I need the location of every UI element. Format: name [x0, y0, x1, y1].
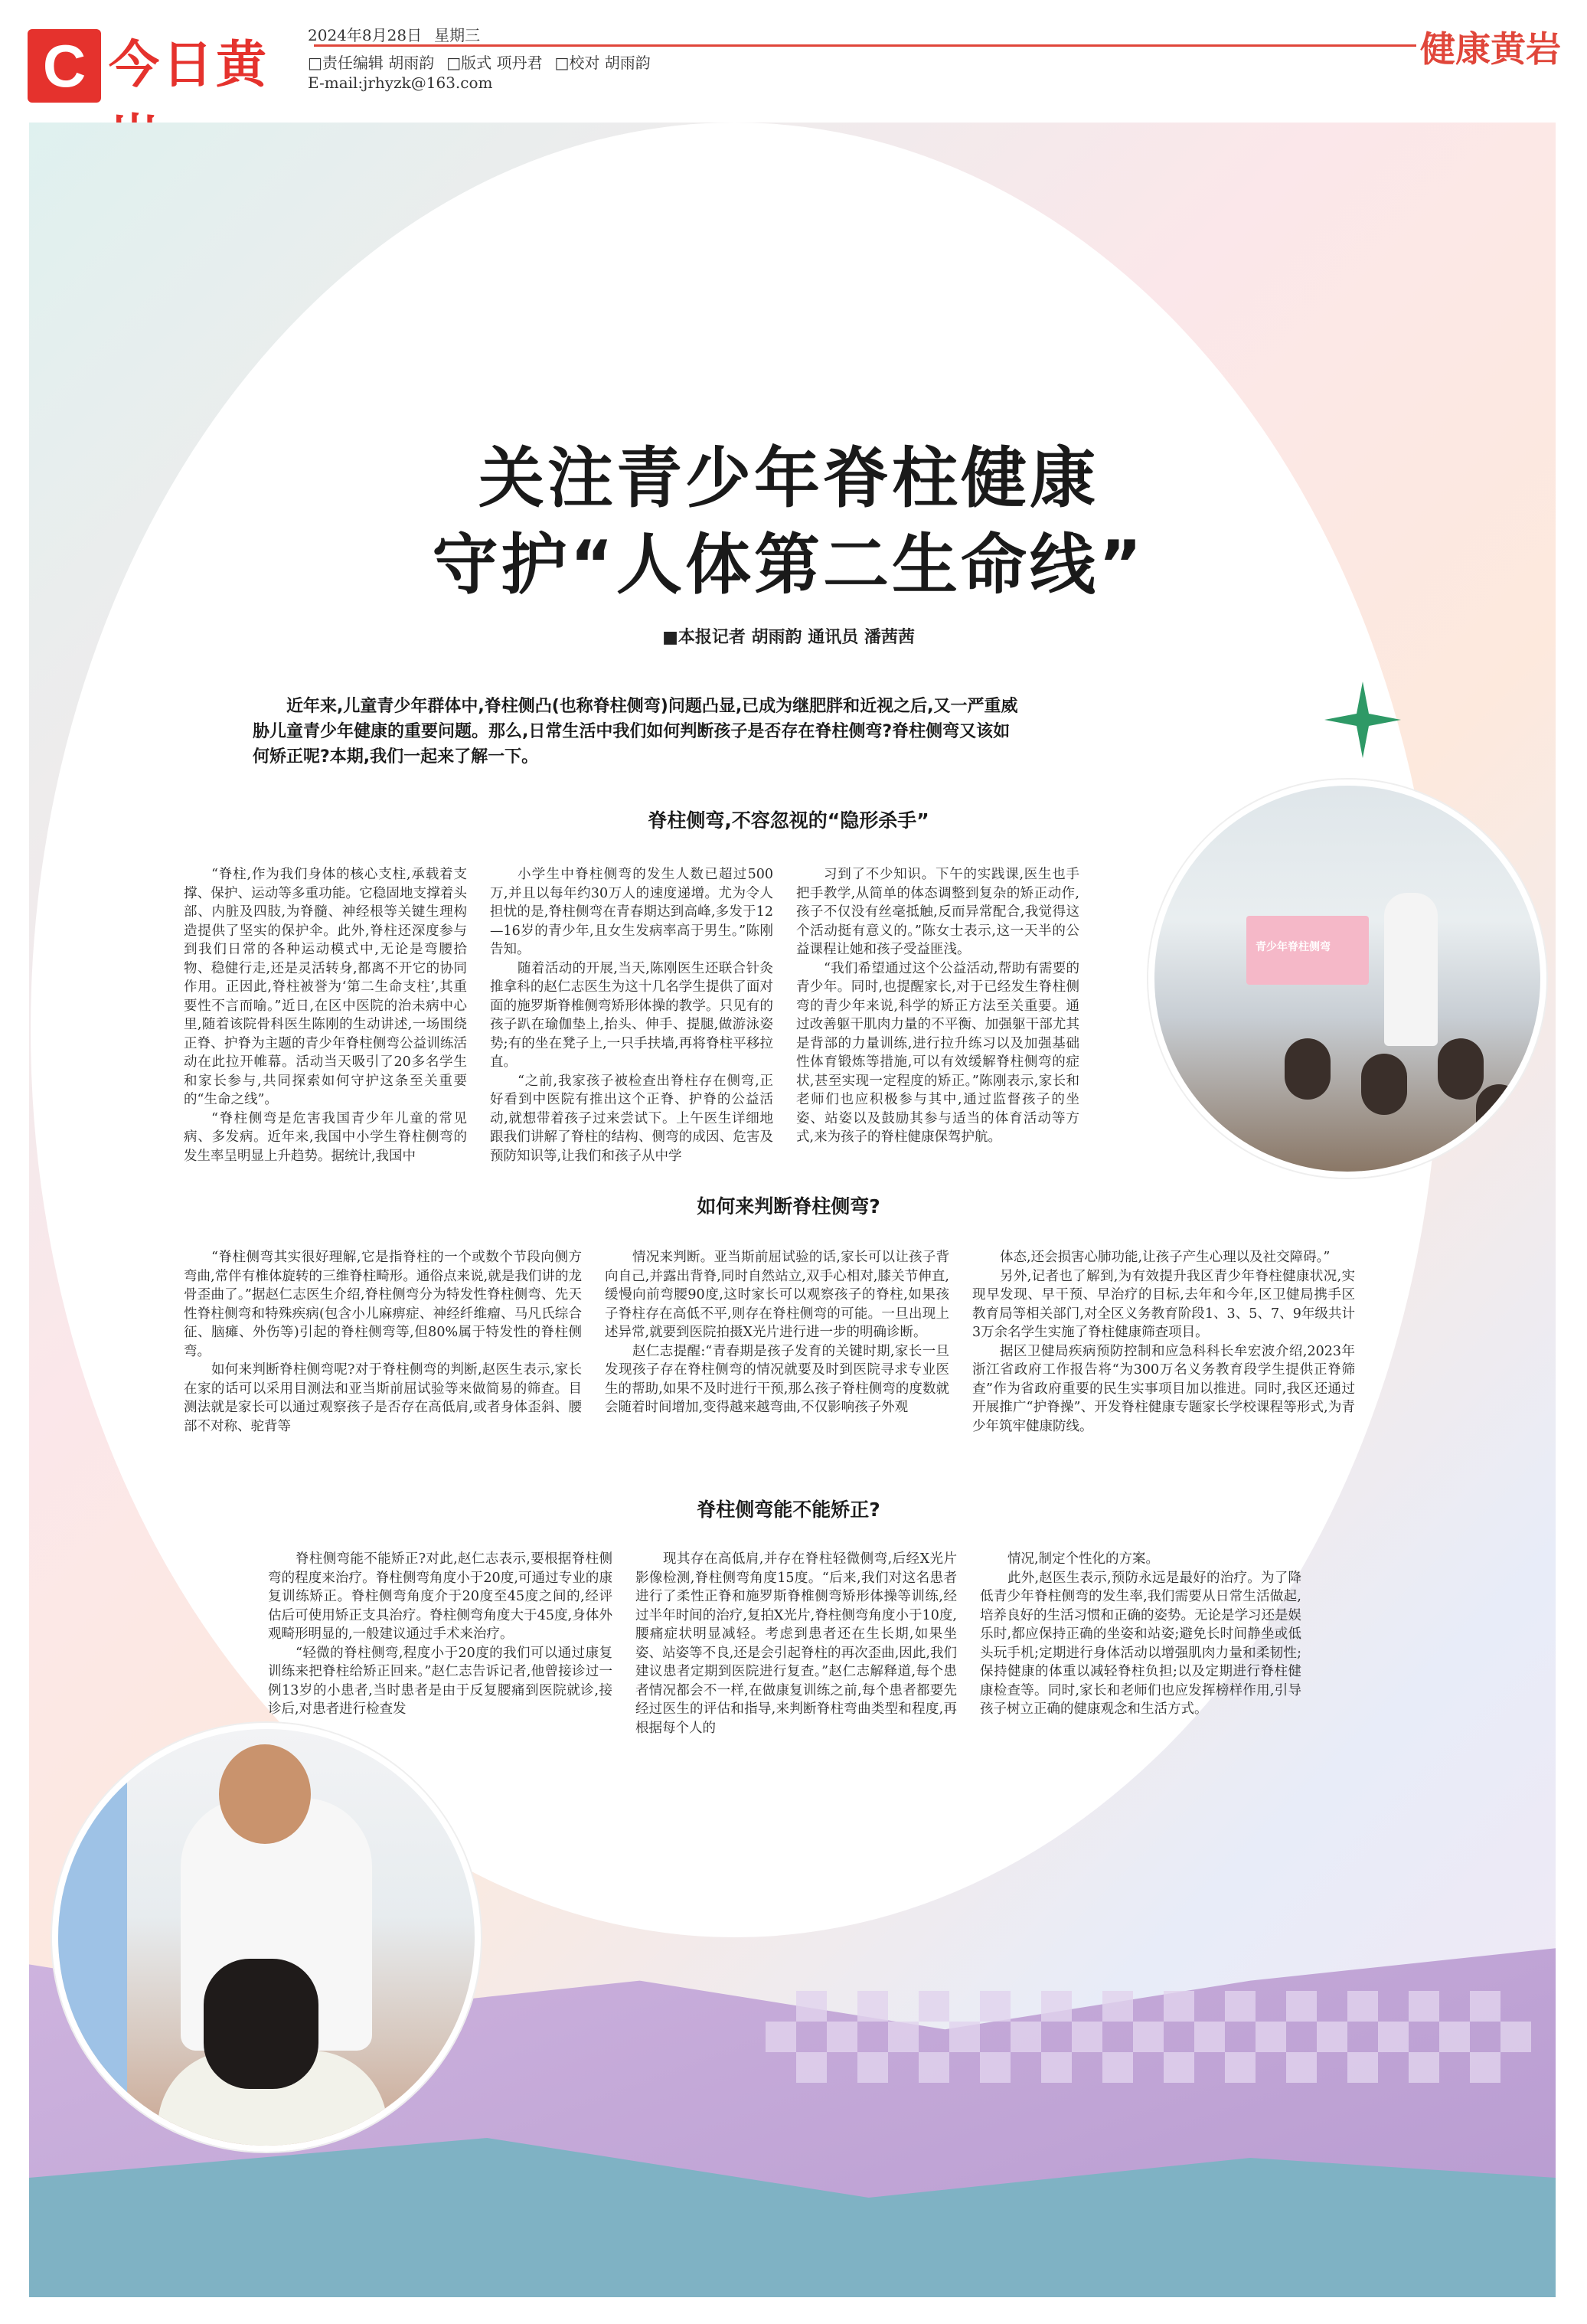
projection-screen-text: 青少年脊柱侧弯 — [1256, 941, 1331, 953]
paragraph: 体态,还会损害心肺功能,让孩子产生心理以及社交障碍。” — [1000, 1250, 1331, 1265]
section3-column2 — [635, 1550, 957, 1737]
paragraph: 另外,记者也了解到,为有效提升我区青少年脊柱健康状况,实现早发现、早干预、早治疗的目标,去年和今年,区卫健局携手区教育局等相关部门,对全区义务教育阶段1、3、5、7、9年级共计3万余名学生实施了脊柱健康筛查项目。 — [972, 1268, 1355, 1340]
paragraph: “脊柱侧弯其实很好理解,它是指脊柱的一个或数个节段向侧方弯曲,常伴有椎体旋转的三维脊柱畸形。通俗点来说,就是我们讲的龙骨歪曲了。”据赵仁志医生介绍,脊柱侧弯分为特发性脊柱侧弯、先天性脊柱侧弯和特殊疾病(包含小儿麻痹症、神经纤维瘤、马凡氏综合征、脑瘫、外伤等)引起的脊柱侧弯等,但80%属于特发性的脊柱侧弯。 — [184, 1250, 582, 1359]
paragraph: 随着活动的开展,当天,陈刚医生还联合针灸推拿科的赵仁志医生为这十几名学生提供了面对面的施罗斯脊椎侧弯矫形体操的教学。只见有的孩子趴在瑜伽垫上,抬头、伸手、提腿,做游泳姿势;有的坐在凳子上,一只手扶墙,再将脊柱平移拉直。 — [490, 960, 773, 1070]
section-name: 健康黄岩 — [1420, 28, 1561, 70]
headline-line2: 守护“人体第二生命线” — [432, 527, 1145, 603]
paragraph: 情况来判断。亚当斯前屈试验的话,家长可以让孩子背向自己,并露出背脊,同时自然站立,双手心相对,膝关节伸直,缓慢向前弯腰90度,这时家长可以观察孩子的脊柱,如果孩子脊柱存在高低不平,则存在脊柱侧弯的可能。一旦出现上述异常,就要到医院拍摄X光片进行进一步的明确诊断。 — [605, 1250, 949, 1340]
student-figure — [1361, 1054, 1407, 1115]
credit-layout: □版式 项丹君 — [446, 54, 543, 72]
paragraph: 赵仁志提醒:“青春期是孩子发育的关键时期,家长一旦发现孩子存在脊柱侧弯的情况就要及时到医院寻求专业医生的帮助,如果不及时进行干预,那么孩子脊柱侧弯的度数就会随着时间增加,变得越来越弯曲,不仅影响孩子外观 — [605, 1343, 949, 1415]
issue-date: 2024年8月28日 — [308, 26, 423, 44]
paragraph: 如何来判断脊柱侧弯呢?对于脊柱侧弯的判断,赵医生表示,家长在家的话可以采用目测法和亚当斯前屈试验等来做简易的筛查。目测法就是家长可以通过观察孩子是否存在高低肩,或者身体歪斜、腰部不对称、驼背等 — [184, 1362, 582, 1434]
curtain — [58, 1729, 127, 2152]
doctor-head — [219, 1744, 311, 1844]
paragraph: “轻微的脊柱侧弯,程度小于20度的我们可以通过康复训练来把脊柱给矫正回来。”赵仁志告诉记者,他曾接诊过一例13岁的小患者,当时患者是由于反复腰痛到医院就诊,接诊后,对患者进行检查发 — [268, 1645, 612, 1717]
section2-heading: 如何来判断脊柱侧弯? — [697, 1195, 880, 1218]
paragraph: “我们希望通过这个公益活动,帮助有需要的青少年。同时,也提醒家长,对于已经发生脊柱侧弯的青少年来说,科学的矫正方法至关重要。通过改善躯干肌肉力量的不平衡、加强躯干部尤其是背部的力量训练,进行拉升练习以及加强基础性体育锻炼等措施,可以有效缓解脊柱侧弯的症状,甚至实现一定程度的矫正。”陈刚表示,家长和老师们也应积极参与其中,通过监督孩子的坐姿、站姿以及鼓励其参与适当的体育活动等方式,来为孩子的脊柱健康保驾护航。 — [796, 960, 1079, 1145]
section1-column3 — [796, 865, 1079, 1147]
section2-column2 — [605, 1248, 949, 1417]
issue-date-line — [308, 23, 492, 45]
student-figure — [1438, 1038, 1484, 1100]
doctor-figure — [1384, 893, 1438, 1046]
issue-weekday: 星期三 — [434, 26, 481, 44]
section1-column1 — [184, 865, 467, 1165]
paragraph: “脊柱,作为我们身体的核心支柱,承载着支撑、保护、运动等多重功能。它稳固地支撑着头部、内脏及四肢,为脊髓、神经根等关键生理构造提供了坚实的保护伞。此外,脊柱还深度参与到我们日常的各种运动模式中,无论是弯腰拾物、稳健行走,还是灵活转身,都离不开它的协同作用。正因此,脊柱被誉为‘第二生命支柱’,其重要性不言而喻。”近日,在区中医院的治未病中心里,随着该院骨科医生陈刚的生动讲述,一场围绕正脊、护脊为主题的青少年脊柱侧弯公益训练活动在此拉开帷幕。活动当天吸引了20多名学生和家长参与,共同探索如何守护这条至关重要的“生命之线”。 — [184, 867, 467, 1107]
credits-line — [308, 51, 663, 73]
section3-heading: 脊柱侧弯能不能矫正? — [697, 1499, 880, 1521]
paper-name: 今日黄 — [109, 34, 269, 94]
section1-heading: 脊柱侧弯,不容忽视的“隐形杀手” — [648, 809, 929, 832]
credit-editor: □责任编辑 胡雨韵 — [308, 54, 435, 72]
section1-column2 — [490, 865, 773, 1165]
byline: ■本报记者 胡雨韵 通讯员 潘茜茜 — [662, 628, 915, 647]
paragraph: 此外,赵医生表示,预防永远是最好的治疗。为了降低青少年脊柱侧弯的发生率,我们需要从日常生活做起,培养良好的生活习惯和正确的姿势。无论是学习还是娱乐时,都应保持正确的坐姿和站姿;避免长时间静坐或低头玩手机;定期进行身体活动以增强肌肉力量和柔韧性;保持健康的体重以减轻脊柱负担;以及定期进行脊柱健康检查等。同时,家长和老师们也应发挥榜样作用,引导孩子树立正确的健康观念和生活方式。 — [980, 1570, 1301, 1717]
patient-head — [204, 1959, 318, 2089]
section2-column1 — [184, 1248, 582, 1436]
student-figure — [1476, 1084, 1522, 1146]
paragraph: 情况,制定个性化的方案。 — [1007, 1551, 1160, 1567]
paragraph: 脊柱侧弯能不能矫正?对此,赵仁志表示,要根据脊柱侧弯的程度来治疗。脊柱侧弯角度小于20度,可通过专业的康复训练矫正。脊柱侧弯角度介于20度至45度之间的,经评估后可使用矫正支具治疗。脊柱侧弯角度大于45度,身体外观畸形明显的,一般建议通过手术来治疗。 — [268, 1551, 612, 1642]
student-figure — [1285, 1038, 1331, 1100]
paragraph: “脊柱侧弯是危害我国青少年儿童的常见病、多发病。近年来,我国中小学生脊柱侧弯的发生率呈明显上升趋势。据统计,我国中 — [184, 1110, 467, 1164]
classroom-photo — [1148, 780, 1546, 1178]
background-checker-pattern — [766, 1991, 1531, 2083]
paper-logo-icon: C — [28, 29, 101, 103]
contact-email: E-mail:jrhyzk@163.com — [308, 74, 493, 92]
lead-paragraph: 近年来,儿童青少年群体中,脊柱侧凸(也称脊柱侧弯)问题凸显,已成为继肥胖和近视之后,又一严重威胁儿童青少年健康的重要问题。那么,日常生活中我们如何判断孩子是否存在脊柱侧弯?脊柱侧弯又该如何矫正呢?本期,我们一起来了解一下。 — [253, 697, 1018, 766]
paragraph: 现其存在高低肩,并存在脊柱轻微侧弯,后经X光片影像检测,脊柱侧弯角度15度。“后来,我们对这名患者进行了柔性正脊和施罗斯脊椎侧弯矫形体操等训练,经过半年时间的治疗,复拍X光片,脊柱侧弯角度小于10度,腰痛症状明显减轻。考虑到患者还在生长期,如果坐姿、站姿等不良,还是会引起脊柱的再次歪曲,因此,我们建议患者定期到医院进行复查。”赵仁志解释道,每个患者情况都会不一样,在做康复训练之前,每个患者都要先经过医生的评估和指导,来判断脊柱弯曲类型和程度,再根据每个人的 — [635, 1551, 957, 1736]
headline-line1: 关注青少年脊柱健康 — [478, 440, 1099, 517]
section3-column3 — [980, 1550, 1301, 1719]
paragraph: 习到了不少知识。下午的实践课,医生也手把手教学,从简单的体态调整到复杂的矫正动作,孩子不仅没有丝毫抵触,反而异常配合,我觉得这个活动挺有意义的。”陈女士表示,这一天半的公益课程让她和孩子受益匪浅。 — [796, 867, 1079, 957]
therapy-photo — [52, 1723, 481, 2152]
paragraph: 据区卫健局疾病预防控制和应急科科长牟宏波介绍,2023年浙江省政府工作报告将“为300万名义务教育段学生提供正脊筛查”作为省政府重要的民生实事项目加以推进。同时,我区还通过开展推广“护脊操”、开发脊柱健康专题家长学校课程等形式,为青少年筑牢健康防线。 — [972, 1343, 1355, 1434]
credit-proof: □校对 胡雨韵 — [554, 54, 651, 72]
section2-column3 — [972, 1248, 1355, 1436]
section3-column1 — [268, 1550, 612, 1719]
paragraph: “之前,我家孩子被检查出脊柱存在侧弯,正好看到中医院有推出这个正脊、护脊的公益活动,就想带着孩子过来尝试下。上午医生详细地跟我们讲解了脊柱的结构、侧弯的成因、危害及预防知识等,让我们和孩子从中学 — [490, 1073, 773, 1164]
paragraph: 小学生中脊柱侧弯的发生人数已超过500万,并且以每年约30万人的速度递增。尤为令人担忧的是,脊柱侧弯在青春期达到高峰,多发于12—16岁的青少年,且女生发病率高于男生。”陈刚告知。 — [490, 867, 773, 957]
